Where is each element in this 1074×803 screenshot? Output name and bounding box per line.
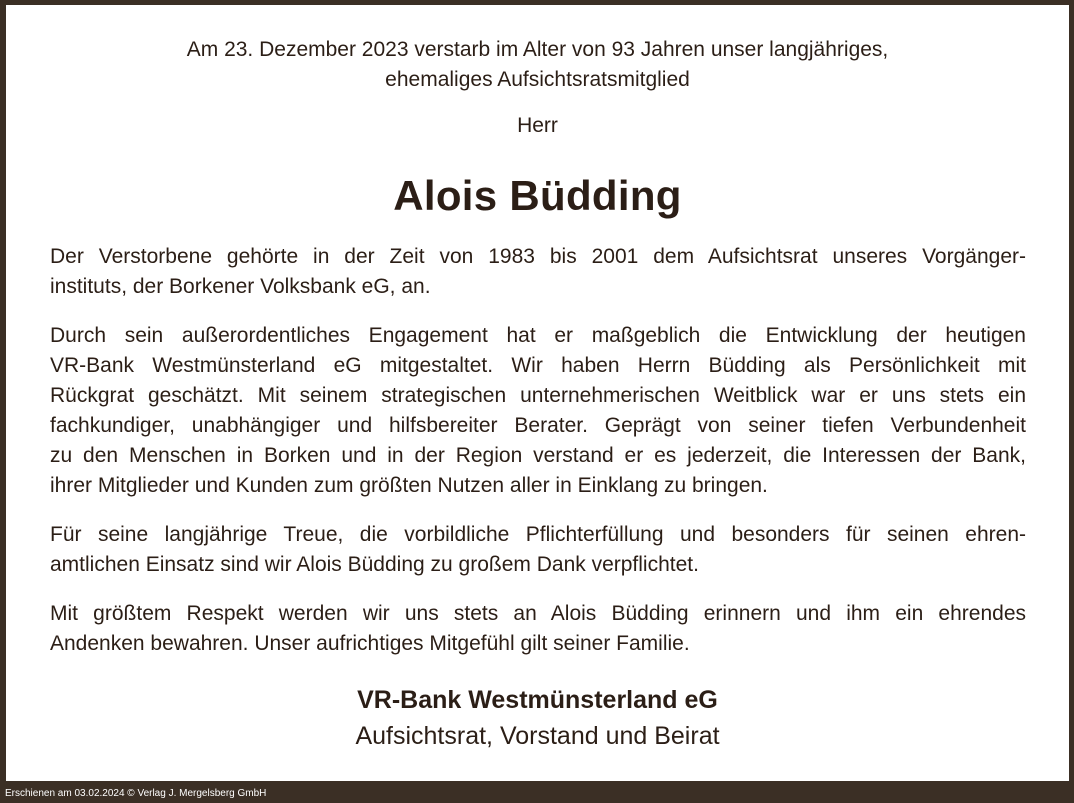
deceased-name: Alois Büdding <box>393 172 682 219</box>
intro-line-1: Am 23. Dezember 2023 verstarb im Alter von 93 Jahren unser langjähriges, <box>186 38 889 61</box>
intro-text <box>6 35 1069 95</box>
paragraph-line: Andenken bewahren. Unser aufrichtiges Mitgefühl gilt seiner Familie. <box>50 632 690 655</box>
paragraph-line: fachkundiger, unabhängiger und hilfsbereiter Berater. Geprägt von seiner tiefen Verbundenheit <box>50 414 1026 437</box>
paragraph-line: Mit größtem Respekt werden wir uns stets an Alois Büdding erinnern und ihm ein ehrendes <box>50 602 1026 625</box>
paragraph-line: ihrer Mitglieder und Kunden zum größten Nutzen aller in Einklang zu bringen. <box>50 474 768 497</box>
obituary-notice <box>6 5 1069 781</box>
paragraph-line: amtlichen Einsatz sind wir Alois Büdding zu großem Dank verpflichtet. <box>50 553 699 576</box>
paragraph-line: VR-Bank Westmünsterland eG mitgestaltet. Wir haben Herrn Büdding als Persönlichkeit mit <box>50 354 1026 377</box>
paragraph-line: Für seine langjährige Treue, die vorbildliche Pflichterfüllung und besonders für seinen ehren- <box>50 523 1026 546</box>
paragraph-line: Der Verstorbene gehörte in der Zeit von 1983 bis 2001 dem Aufsichtsrat unseres Vorgänger- <box>50 245 1026 268</box>
publication-footer: Erschienen am 03.02.2024 © Verlag J. Mergelsberg GmbH <box>5 788 267 799</box>
signature-board: Aufsichtsrat, Vorstand und Beirat <box>355 722 720 750</box>
notice-body <box>50 242 1026 678</box>
paragraph-4 <box>50 599 1026 659</box>
paragraph-line: Durch sein außerordentliches Engagement hat er maßgeblich die Entwicklung der heutigen <box>50 324 1026 347</box>
salutation: Herr <box>517 114 558 137</box>
intro-line-2: ehemaliges Aufsichtsratsmitglied <box>385 68 690 91</box>
paragraph-2 <box>50 321 1026 501</box>
paragraph-3 <box>50 520 1026 580</box>
paragraph-line: Rückgrat geschätzt. Mit seinem strategischen unternehmerischen Weitblick war er uns stets ein <box>50 384 1026 407</box>
paragraph-line: instituts, der Borkener Volksbank eG, an. <box>50 275 431 298</box>
signature-organization: VR-Bank Westmünsterland eG <box>357 686 718 714</box>
paragraph-1 <box>50 242 1026 302</box>
paragraph-line: zu den Menschen in Borken und in der Region verstand er es jederzeit, die Interessen der Bank, <box>50 444 1026 467</box>
